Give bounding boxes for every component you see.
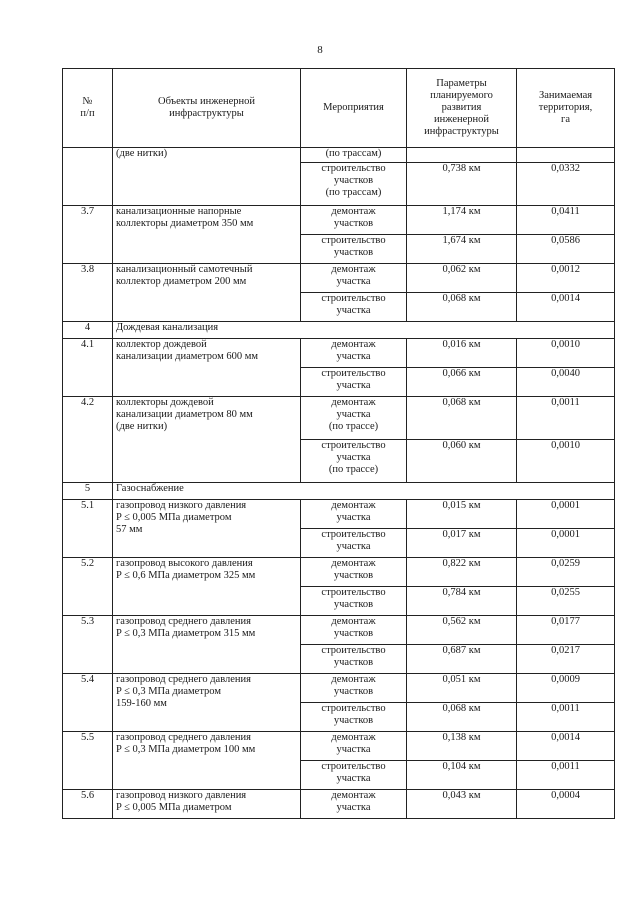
parameter-value: 0,060 км — [407, 440, 517, 483]
action-cell: демонтаж участка — [301, 339, 407, 368]
section-title: Газоснабжение — [113, 483, 615, 500]
parameter-value: 0,062 км — [407, 264, 517, 293]
table-row — [63, 674, 615, 703]
item-number: 5.2 — [63, 558, 113, 616]
header-number-text: № п/п — [80, 96, 95, 119]
parameter-value: 0,138 км — [407, 732, 517, 761]
parameter-value: 0,015 км — [407, 500, 517, 529]
parameter-value: 0,043 км — [407, 790, 517, 819]
parameter-value: 1,174 км — [407, 206, 517, 235]
area-value: 0,0010 — [517, 339, 615, 368]
action-cell: демонтаж участка (по трассе) — [301, 397, 407, 440]
object-name: коллектор дождевой канализации диаметром 600 мм — [113, 339, 301, 397]
area-value: 0,0411 — [517, 206, 615, 235]
parameter-value: 0,068 км — [407, 397, 517, 440]
area-value: 0,0255 — [517, 587, 615, 616]
item-number: 3.7 — [63, 206, 113, 264]
header-parameters-text: Параметры планируемого развития инженерной инфраструктуры — [424, 78, 499, 137]
area-value: 0,0001 — [517, 529, 615, 558]
object-name: канализационные напорные коллекторы диаметром 350 мм — [113, 206, 301, 264]
area-value: 0,0040 — [517, 368, 615, 397]
page-number: 8 — [317, 44, 323, 56]
area-value: 0,0586 — [517, 235, 615, 264]
header-area-text: Занимаемая территория, га — [538, 90, 593, 125]
action-cell: (по трассам) — [301, 148, 407, 163]
area-value: 0,0011 — [517, 397, 615, 440]
parameter-value: 0,687 км — [407, 645, 517, 674]
action-cell: демонтаж участка — [301, 264, 407, 293]
parameter-value: 0,068 км — [407, 293, 517, 322]
table-row — [63, 558, 615, 587]
header-object-text: Объекты инженерной инфраструктуры — [157, 96, 256, 119]
action-cell: демонтаж участков — [301, 616, 407, 645]
area-value: 0,0001 — [517, 500, 615, 529]
table-body — [63, 148, 615, 819]
parameter-value: 0,562 км — [407, 616, 517, 645]
table-row — [63, 339, 615, 368]
object-name: газопровод высокого давления P ≤ 0,6 МПа диаметром 325 мм — [113, 558, 301, 616]
action-cell: демонтаж участков — [301, 558, 407, 587]
area-value: 0,0004 — [517, 790, 615, 819]
area-value: 0,0011 — [517, 703, 615, 732]
parameter-value: 0,784 км — [407, 587, 517, 616]
area-value: 0,0009 — [517, 674, 615, 703]
table-row — [63, 206, 615, 235]
action-cell: демонтаж участков — [301, 206, 407, 235]
table-row — [63, 790, 615, 819]
action-cell: строительство участков — [301, 235, 407, 264]
item-number: 4.2 — [63, 397, 113, 483]
section-title: Дождевая канализация — [113, 322, 615, 339]
section-row — [63, 483, 615, 500]
area-value — [517, 148, 615, 163]
object-name: коллекторы дождевой канализации диаметром 80 мм (две нитки) — [113, 397, 301, 483]
table-header-row — [63, 69, 615, 148]
action-cell: демонтаж участка — [301, 732, 407, 761]
parameter-value: 0,017 км — [407, 529, 517, 558]
header-action — [301, 69, 407, 148]
area-value: 0,0177 — [517, 616, 615, 645]
parameter-value: 0,051 км — [407, 674, 517, 703]
action-cell: строительство участков — [301, 703, 407, 732]
header-action-text: Мероприятия — [323, 102, 384, 113]
action-cell: строительство участков — [301, 645, 407, 674]
action-cell: демонтаж участка — [301, 790, 407, 819]
action-cell: строительство участка — [301, 293, 407, 322]
table-row — [63, 397, 615, 440]
item-number: 4.1 — [63, 339, 113, 397]
item-number: 5.1 — [63, 500, 113, 558]
area-value: 0,0012 — [517, 264, 615, 293]
area-value: 0,0014 — [517, 293, 615, 322]
action-cell: строительство участков (по трассам) — [301, 163, 407, 206]
item-number: 5.3 — [63, 616, 113, 674]
table-row — [63, 732, 615, 761]
section-row — [63, 322, 615, 339]
object-name: газопровод среднего давления P ≤ 0,3 МПа диаметром 159-160 мм — [113, 674, 301, 732]
item-number: 5.4 — [63, 674, 113, 732]
action-cell: строительство участка — [301, 368, 407, 397]
item-number: 5.5 — [63, 732, 113, 790]
object-name: газопровод низкого давления P ≤ 0,005 МПа диаметром 57 мм — [113, 500, 301, 558]
area-value: 0,0010 — [517, 440, 615, 483]
item-number — [63, 148, 113, 206]
section-number: 4 — [63, 322, 113, 339]
parameter-value: 0,066 км — [407, 368, 517, 397]
parameter-value: 0,104 км — [407, 761, 517, 790]
area-value: 0,0217 — [517, 645, 615, 674]
action-cell: строительство участков — [301, 587, 407, 616]
object-name: газопровод среднего давления P ≤ 0,3 МПа диаметром 315 мм — [113, 616, 301, 674]
object-name: канализационный самотечный коллектор диаметром 200 мм — [113, 264, 301, 322]
area-value: 0,0259 — [517, 558, 615, 587]
parameter-value: 0,016 км — [407, 339, 517, 368]
item-number: 5.6 — [63, 790, 113, 819]
action-cell: демонтаж участков — [301, 674, 407, 703]
action-cell: демонтаж участка — [301, 500, 407, 529]
area-value: 0,0014 — [517, 732, 615, 761]
object-name: (две нитки) — [113, 148, 301, 206]
area-value: 0,0011 — [517, 761, 615, 790]
header-object — [113, 69, 301, 148]
parameter-value: 1,674 км — [407, 235, 517, 264]
header-area — [517, 69, 615, 148]
infrastructure-table — [62, 68, 615, 819]
parameter-value: 0,738 км — [407, 163, 517, 206]
table-row — [63, 616, 615, 645]
table-row — [63, 148, 615, 163]
parameter-value: 0,822 км — [407, 558, 517, 587]
table-row — [63, 500, 615, 529]
action-cell: строительство участка — [301, 529, 407, 558]
area-value: 0,0332 — [517, 163, 615, 206]
action-cell: строительство участка (по трассе) — [301, 440, 407, 483]
action-cell: строительство участка — [301, 761, 407, 790]
object-name: газопровод низкого давления P ≤ 0,005 МПа диаметром — [113, 790, 301, 819]
parameter-value: 0,068 км — [407, 703, 517, 732]
table-row — [63, 264, 615, 293]
section-number: 5 — [63, 483, 113, 500]
header-number — [63, 69, 113, 148]
header-parameters — [407, 69, 517, 148]
object-name: газопровод среднего давления P ≤ 0,3 МПа диаметром 100 мм — [113, 732, 301, 790]
item-number: 3.8 — [63, 264, 113, 322]
parameter-value — [407, 148, 517, 163]
